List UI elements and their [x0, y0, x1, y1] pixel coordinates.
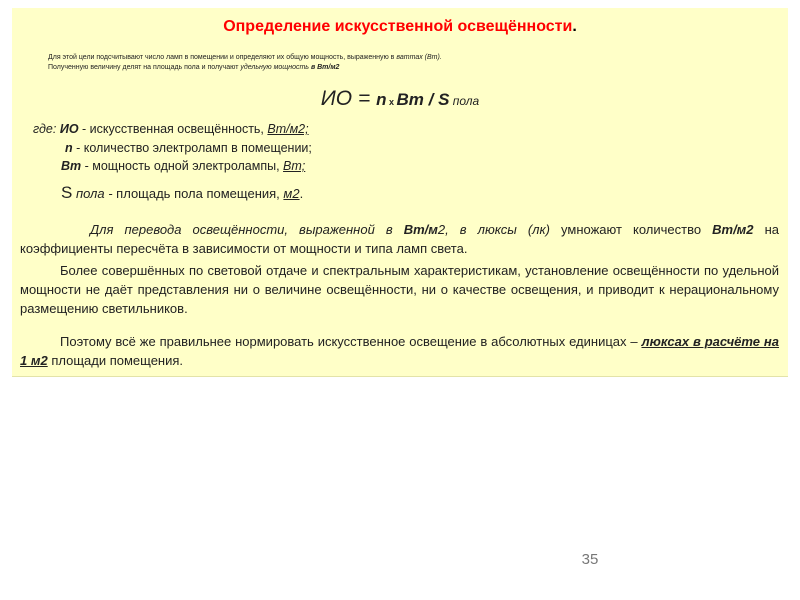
definition-s-term: S [61, 183, 73, 202]
definition-watt [61, 159, 305, 173]
formula-s: S [438, 90, 450, 109]
definition-watt-term: Вт [61, 159, 82, 173]
definition-io-term: ИО [59, 122, 79, 136]
definition-n [65, 141, 312, 155]
definition-watt-unit: Вт; [283, 159, 306, 173]
formula [12, 87, 788, 111]
paragraph-conclusion-end: площади помещения. [47, 353, 184, 368]
intro-line-1-text: Для этой цели подсчитывают число ламп в помещении и определяют их общую мощность, выраженную в [48, 54, 395, 61]
formula-equals: = [352, 87, 377, 110]
definition-io-desc: - искусственная освещённость, [78, 122, 268, 136]
formula-watt: Вт [396, 90, 424, 109]
paragraph-conversion-emphasis-2: 2, в люксы (лк) [437, 222, 550, 237]
intro-line-1 [48, 53, 768, 63]
definition-s-desc: площадь пола помещения, [116, 186, 284, 201]
paragraph-conclusion [20, 332, 779, 370]
paragraph-conversion [20, 220, 779, 258]
formula-io: ИО [320, 87, 353, 110]
definition-s [61, 183, 303, 203]
paragraph-conversion-text: умножают количество [549, 222, 713, 237]
intro-note [48, 53, 768, 73]
paragraph-drawbacks: Более совершённых по световой отдаче и спектральным характеристикам, установление освещённости по удельной мощности не даёт представления ни о величине освещённости, ни о качестве освещения, и приводит к нерациональному размещению светильников. [20, 263, 779, 316]
paragraph-conclusion-emphasis: люксах в расчёте на 1 м2 [20, 334, 779, 368]
slide-content-panel [12, 8, 788, 377]
slide-title [12, 18, 788, 36]
formula-pola: пола [449, 94, 480, 108]
formula-n: n [376, 90, 387, 109]
paragraph-conversion-unit-2: Вт/м2 [712, 222, 754, 237]
intro-line-2 [48, 63, 768, 73]
slide-title-text: Определение искусственной освещённости [223, 18, 573, 35]
page-number: 35 [581, 551, 599, 568]
definition-where-label: где: [33, 122, 60, 136]
formula-slash: / [423, 90, 439, 109]
intro-line-2-emphasis: удельную мощность [240, 64, 309, 71]
definition-s-unit: м2 [283, 186, 300, 201]
definition-n-term: n [65, 141, 73, 155]
definition-s-pola: пола - [72, 186, 117, 201]
formula-times: x [386, 97, 397, 107]
definition-io [33, 122, 309, 136]
paragraph-conclusion-text: Поэтому всё же правильнее нормировать искусственное освещение в абсолютных единицах – [60, 334, 642, 349]
intro-line-2-text: Полученную величину делят на площадь пола и получают [48, 64, 239, 71]
paragraph-conversion-emphasis: Для перевода освещённости, выраженной в [90, 222, 404, 237]
intro-line-1-unit: ваттах (Вт). [396, 54, 442, 61]
definition-io-unit: Вт/м2; [267, 122, 309, 136]
paragraph-conversion-unit-1: Вт/м [403, 222, 438, 237]
paragraph-conversion-rest: на коэффициенты пересчёта в зависимости от мощности и типа ламп света. [20, 222, 779, 256]
intro-line-2-unit: в Вт/м2 [310, 64, 340, 71]
definition-s-period: . [299, 186, 304, 201]
definition-n-desc: - количество электроламп в помещении; [72, 141, 312, 155]
slide-title-period: . [572, 18, 577, 35]
definition-watt-desc: - мощность одной электролампы, [81, 159, 284, 173]
